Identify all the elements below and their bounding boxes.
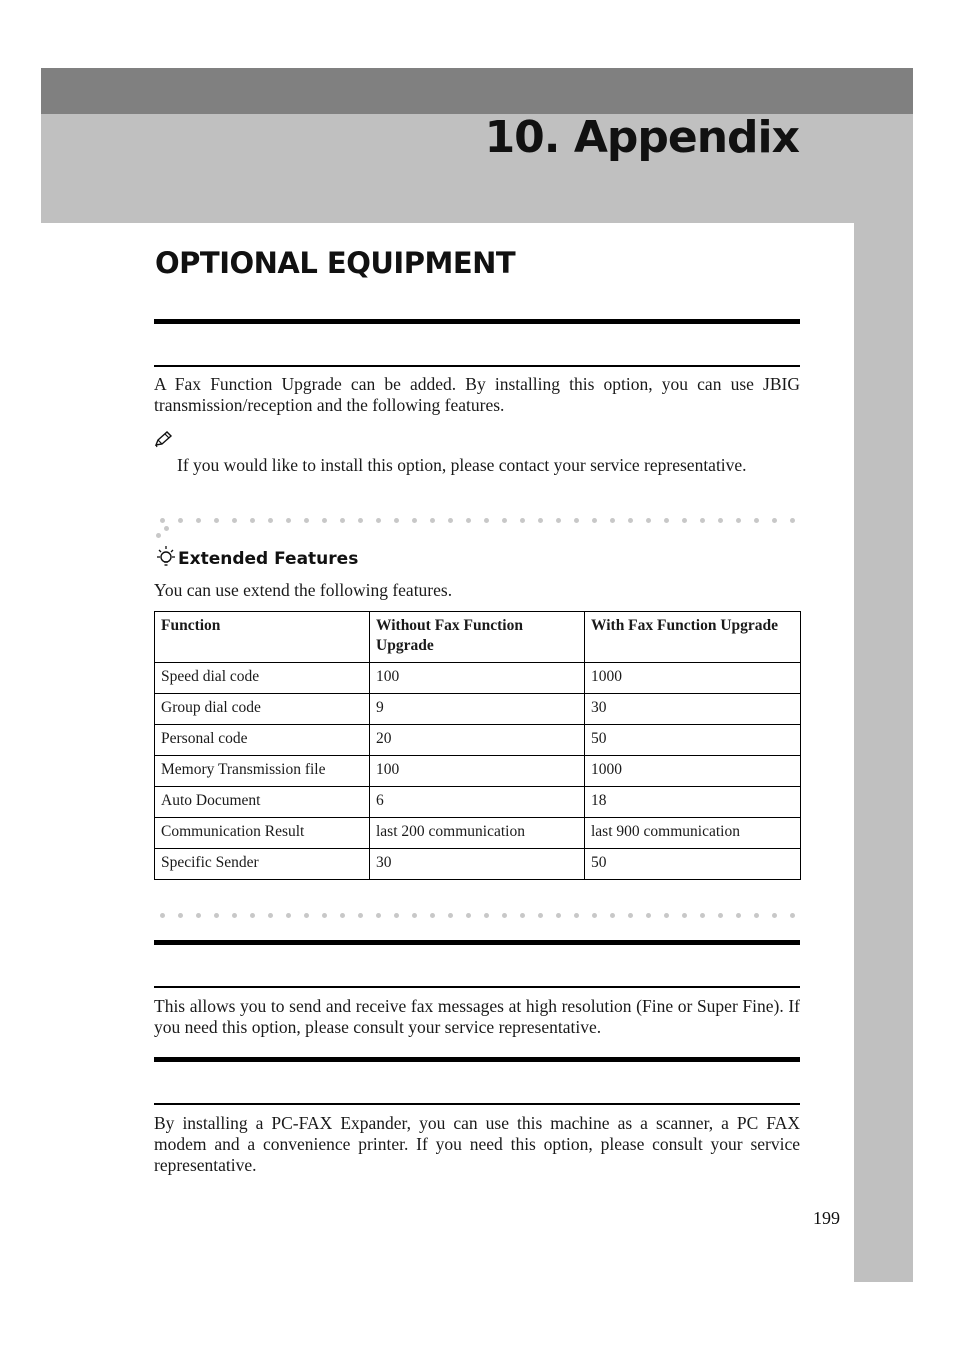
border-dot (286, 913, 291, 918)
border-dot (466, 913, 471, 918)
border-dot (790, 913, 795, 918)
border-dot (304, 913, 309, 918)
border-dot (700, 518, 705, 523)
table-cell: Personal code (155, 725, 370, 756)
table-cell: Auto Document (155, 787, 370, 818)
border-dot (574, 913, 579, 918)
chapter-header-band-dark (41, 68, 913, 114)
border-dot (358, 913, 363, 918)
border-dot (394, 518, 399, 523)
border-dot (322, 913, 327, 918)
border-dot (358, 518, 363, 523)
heading-rule-thick (154, 319, 800, 324)
border-dot (574, 518, 579, 523)
lightbulb-icon (155, 545, 177, 569)
border-dot (736, 913, 741, 918)
border-dot (340, 518, 345, 523)
border-dot (250, 913, 255, 918)
high-resolution-text: This allows you to send and receive fax messages at high resolution (Fine or Super Fine). If you need this option, please consult your service representative. (154, 996, 800, 1037)
border-dot (196, 518, 201, 523)
table-cell: 18 (585, 787, 801, 818)
border-dot (538, 518, 543, 523)
fax-upgrade-intro: A Fax Function Upgrade can be added. By installing this option, you can use JBIG transmission/reception and the following features. (154, 374, 800, 415)
border-dot (178, 913, 183, 918)
border-dot (268, 913, 273, 918)
table-row (155, 663, 801, 694)
chapter-side-tab (854, 223, 913, 1282)
tip-dotted-border-top (160, 518, 800, 524)
column-header: Function (155, 612, 370, 663)
border-dot (772, 518, 777, 523)
table-cell: 6 (370, 787, 585, 818)
border-dot (628, 518, 633, 523)
table-cell: 9 (370, 694, 585, 725)
border-dot (250, 518, 255, 523)
border-dot (772, 913, 777, 918)
border-dot (214, 913, 219, 918)
table-cell: 1000 (585, 756, 801, 787)
border-dot (178, 518, 183, 523)
border-dot (556, 913, 561, 918)
table-cell: Communication Result (155, 818, 370, 849)
border-dot (448, 518, 453, 523)
border-dot (322, 518, 327, 523)
table-cell: 30 (585, 694, 801, 725)
fax-upgrade-note: If you would like to install this option, please contact your service representative. (177, 455, 747, 475)
border-dot (160, 518, 165, 523)
border-dot (592, 913, 597, 918)
column-header: Without Fax Function Upgrade (370, 612, 585, 663)
border-dot (610, 913, 615, 918)
chapter-title: 10. Appendix (484, 112, 799, 163)
table-row (155, 694, 801, 725)
border-dot (484, 913, 489, 918)
border-dot (790, 518, 795, 523)
extended-features-table (154, 611, 801, 880)
border-dot (430, 913, 435, 918)
table-row (155, 756, 801, 787)
border-dot (376, 913, 381, 918)
border-dot (160, 913, 165, 918)
page-number: 199 (813, 1208, 840, 1228)
border-dot (394, 913, 399, 918)
table-row (155, 818, 801, 849)
table-cell: Specific Sender (155, 849, 370, 880)
border-dot (430, 518, 435, 523)
tip-dotted-border-bottom (160, 913, 800, 919)
border-dot (376, 518, 381, 523)
heading-rule-thin (154, 365, 800, 367)
heading-rule-thick (154, 1057, 800, 1062)
border-dot (304, 518, 309, 523)
border-dot (682, 913, 687, 918)
table-row (155, 849, 801, 880)
tip-corner-dot (156, 533, 161, 538)
table-cell: 20 (370, 725, 585, 756)
table-cell: Speed dial code (155, 663, 370, 694)
border-dot (556, 518, 561, 523)
table-cell: last 200 communication (370, 818, 585, 849)
border-dot (628, 913, 633, 918)
heading-rule-thick (154, 940, 800, 945)
extended-features-intro: You can use extend the following features. (154, 580, 453, 600)
heading-rule-thin (154, 986, 800, 988)
heading-rule-thin (154, 1103, 800, 1105)
border-dot (232, 913, 237, 918)
section-title: OPTIONAL EQUIPMENT (155, 246, 516, 280)
border-dot (538, 913, 543, 918)
extended-features-title: Extended Features (178, 549, 359, 569)
table-cell: 1000 (585, 663, 801, 694)
border-dot (754, 913, 759, 918)
table-cell: 30 (370, 849, 585, 880)
table-header-row (155, 612, 801, 663)
column-header: With Fax Function Upgrade (585, 612, 801, 663)
border-dot (664, 913, 669, 918)
border-dot (736, 518, 741, 523)
border-dot (664, 518, 669, 523)
border-dot (232, 518, 237, 523)
border-dot (610, 518, 615, 523)
border-dot (754, 518, 759, 523)
border-dot (412, 518, 417, 523)
border-dot (700, 913, 705, 918)
border-dot (502, 913, 507, 918)
pencil-note-icon (154, 430, 174, 448)
table-cell: 50 (585, 725, 801, 756)
border-dot (646, 518, 651, 523)
table-cell: last 900 communication (585, 818, 801, 849)
border-dot (412, 913, 417, 918)
border-dot (646, 913, 651, 918)
border-dot (268, 518, 273, 523)
table-row (155, 787, 801, 818)
border-dot (448, 913, 453, 918)
border-dot (340, 913, 345, 918)
border-dot (718, 913, 723, 918)
border-dot (214, 518, 219, 523)
border-dot (484, 518, 489, 523)
table-cell: 100 (370, 663, 585, 694)
border-dot (520, 913, 525, 918)
border-dot (592, 518, 597, 523)
tip-corner-dot (164, 526, 169, 531)
border-dot (520, 518, 525, 523)
table-row (155, 725, 801, 756)
border-dot (466, 518, 471, 523)
border-dot (682, 518, 687, 523)
border-dot (502, 518, 507, 523)
table-cell: Group dial code (155, 694, 370, 725)
table-cell: 100 (370, 756, 585, 787)
pc-fax-text: By installing a PC-FAX Expander, you can use this machine as a scanner, a PC FAX modem and a convenience printer. If you need this option, please consult your service representative. (154, 1113, 800, 1175)
table-cell: 50 (585, 849, 801, 880)
border-dot (286, 518, 291, 523)
table-cell: Memory Transmission file (155, 756, 370, 787)
border-dot (718, 518, 723, 523)
border-dot (196, 913, 201, 918)
